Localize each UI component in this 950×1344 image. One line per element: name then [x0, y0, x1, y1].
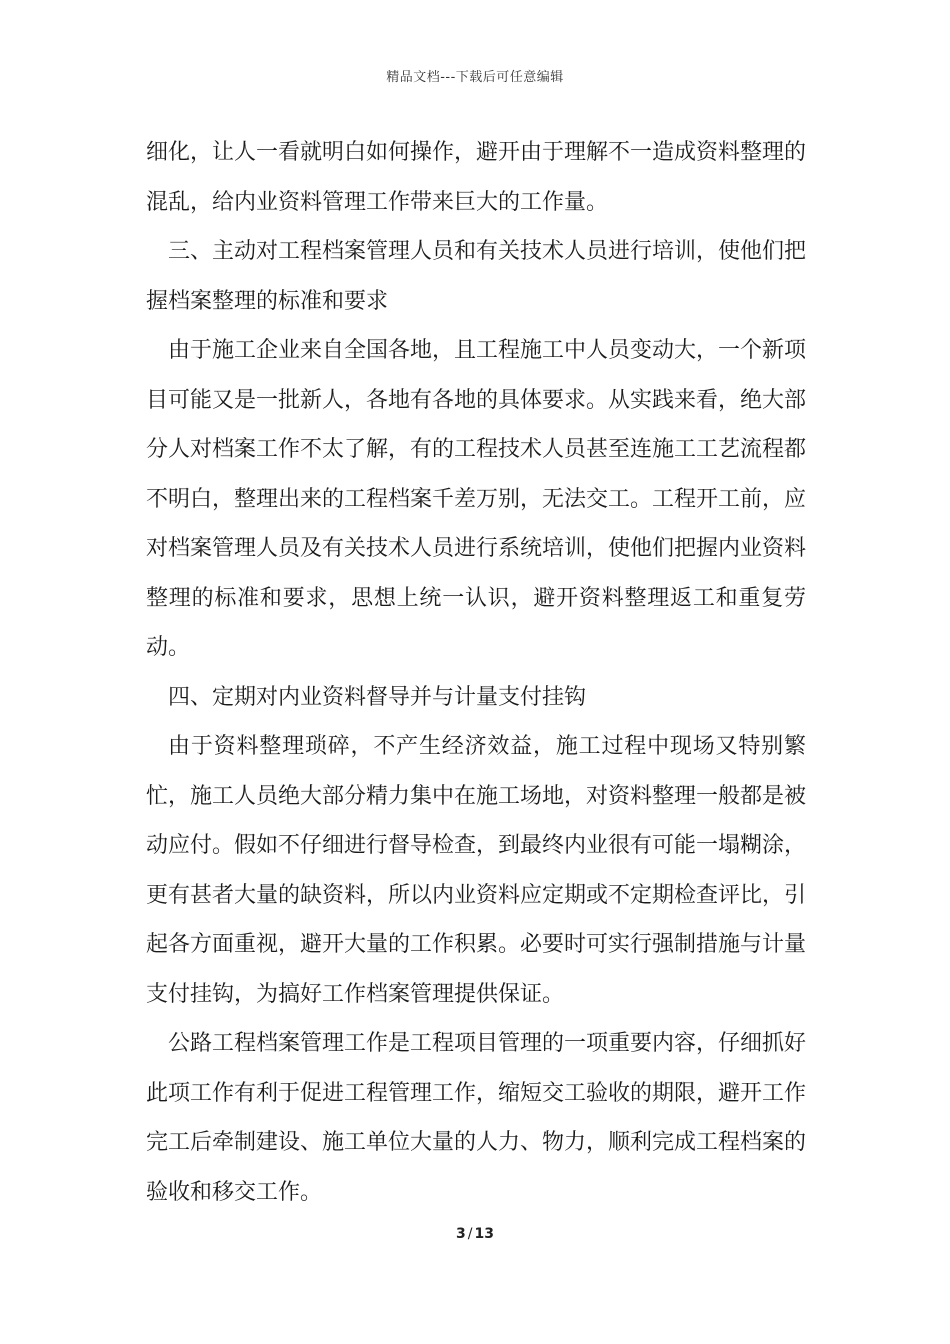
paragraph-4: 公路工程档案管理工作是工程项目管理的一项重要内容，仔细抓好此项工作有利于促进工程管理工作，缩短交工验收的期限，避开工作完工后牵制建设、施工单位大量的人力、物力，顺利完成工程档案的验收和移交工作。	[146, 1031, 807, 1205]
page-header: 精品文档---下载后可任意编辑	[386, 70, 564, 85]
total-pages: 13	[474, 1226, 494, 1242]
paragraph-1: 细化，让人一看就明白如何操作，避开由于理解不一造成资料整理的混乱，给内业资料管理工作带来巨大的工作量。	[146, 140, 807, 215]
paragraph-3: 由于资料整理琐碎，不产生经济效益，施工过程中现场又特别繁忙，施工人员绝大部分精力集中在施工场地，对资料整理一般都是被动应付。假如不仔细进行督导检查，到最终内业很有可能一塌糊涂，更有甚者大量的缺资料，所以内业资料应定期或不定期检查评比，引起各方面重视，避开大量的工作积累。必要时可实行强制措施与计量支付挂钩，为搞好工作档案管理提供保证。	[146, 734, 807, 1007]
paragraph-2: 由于施工企业来自全国各地，且工程施工中人员变动大，一个新项目可能又是一批新人，各地有各地的具体要求。从实践来看，绝大部分人对档案工作不太了解，有的工程技术人员甚至连施工工艺流程都不明白，整理出来的工程档案千差万别，无法交工。工程开工前，应对档案管理人员及有关技术人员进行系统培训，使他们把握内业资料整理的标准和要求，思想上统一认识，避开资料整理返工和重复劳动。	[146, 338, 807, 660]
page-number	[0, 1226, 950, 1242]
section-heading-4: 四、定期对内业资料督导并与计量支付挂钩	[168, 684, 587, 710]
page-separator: /	[467, 1226, 473, 1242]
current-page: 3	[456, 1226, 466, 1242]
document-body	[146, 128, 806, 1217]
section-heading-3: 三、主动对工程档案管理人员和有关技术人员进行培训，使他们把握档案整理的标准和要求	[146, 239, 807, 314]
